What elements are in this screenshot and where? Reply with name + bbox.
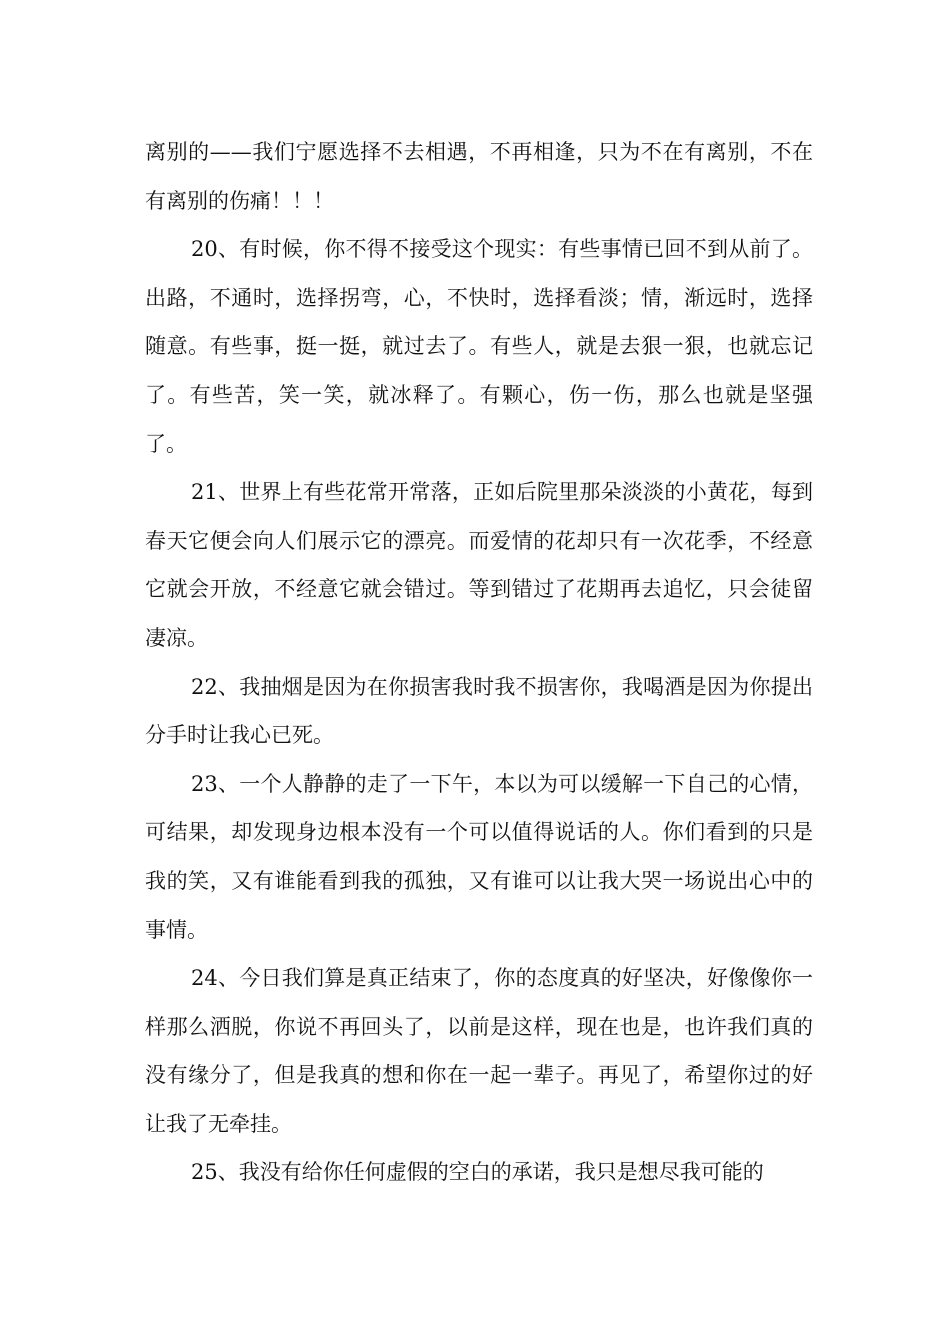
paragraph-22: 22、我抽烟是因为在你损害我时我不损害你，我喝酒是因为你提出分手时让我心已死。 — [145, 674, 813, 748]
paragraph-25: 25、我没有给你任何虚假的空白的承诺，我只是想尽我可能的 — [191, 1160, 764, 1185]
paragraph-continuation: 离别的——我们宁愿选择不去相遇，不再相逢，只为不在有离别，不在有离别的伤痛！！！ — [145, 140, 813, 213]
paragraph-23: 23、一个人静静的走了一下午，本以为可以缓解一下自己的心情，可结果，却发现身边根本没有一个可以值得说话的人。你们看到的只是我的笑，又有谁能看到我的孤独，又有谁可以让我大哭一场说出心中的事情。 — [145, 771, 813, 942]
paragraph-24: 24、今日我们算是真正结束了，你的态度真的好坚决，好像像你一样那么洒脱，你说不再回头了，以前是这样，现在也是，也许我们真的没有缘分了，但是我真的想和你在一起一辈子。再见了，希望你过的好让我了无牵挂。 — [145, 966, 813, 1136]
paragraph-21: 21、世界上有些花常开常落，正如后院里那朵淡淡的小黄花，每到春天它便会向人们展示它的漂亮。而爱情的花却只有一次花季，不经意它就会开放，不经意它就会错过。等到错过了花期再去追忆，只会徒留凄凉。 — [145, 480, 813, 650]
paragraph-20: 20、有时候，你不得不接受这个现实：有些事情已回不到从前了。出路，不通时，选择拐弯，心，不快时，选择看淡；情，渐远时，选择随意。有些事，挺一挺，就过去了。有些人，就是去狠一狠，也就忘记了。有些苦，笑一笑，就冰释了。有颗心，伤一伤，那么也就是坚强了。 — [145, 237, 813, 456]
document-body — [145, 128, 813, 1197]
